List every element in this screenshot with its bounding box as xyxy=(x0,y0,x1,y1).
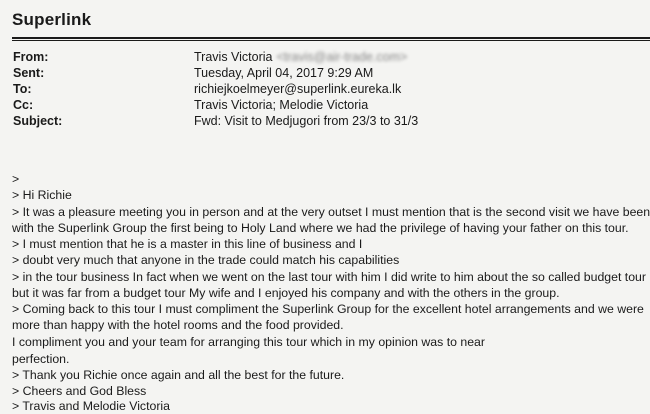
from-label: From: xyxy=(13,50,49,64)
body-line: perfection. xyxy=(12,352,70,366)
body-line: > I must mention that he is a master in this line of business and I xyxy=(12,237,363,251)
body-line: with the Superlink Group the first being to Holy Land where we had the privilege of having your father on this tour. xyxy=(12,221,629,235)
body-line: > xyxy=(12,172,20,186)
title-divider-thin xyxy=(12,40,650,41)
body-line: > Hi Richie xyxy=(12,188,72,202)
body-line: > doubt very much that anyone in the trade could match his capabilities xyxy=(12,253,400,267)
sent-label: Sent: xyxy=(13,66,45,80)
body-line: > Thank you Richie once again and all the best for the future. xyxy=(12,368,345,382)
from-value xyxy=(194,50,407,64)
body-line: > Cheers and God Bless xyxy=(12,384,147,398)
app-title: Superlink xyxy=(12,10,92,29)
cc-value: Travis Victoria; Melodie Victoria xyxy=(194,98,369,112)
body-line: more than happy with the hotel rooms and the food provided. xyxy=(12,318,344,332)
to-label: To: xyxy=(13,82,32,96)
to-value: richiejkoelmeyer@superlink.eureka.lk xyxy=(194,82,402,96)
subject-value: Fwd: Visit to Medjugori from 23/3 to 31/3 xyxy=(194,114,419,128)
body-line: > It was a pleasure meeting you in person and at the very outset I must mention that is the second visit we have been xyxy=(12,205,650,219)
cc-label: Cc: xyxy=(13,98,34,112)
body-line: > Travis and Melodie Victoria xyxy=(12,399,171,413)
body-line: > in the tour business In fact when we went on the last tour with him I did write to him about the so called budget tour xyxy=(12,270,646,284)
sent-value: Tuesday, April 04, 2017 9:29 AM xyxy=(194,66,374,80)
title-divider xyxy=(12,37,650,39)
body-line: > Coming back to this tour I must compliment the Superlink Group for the excellent hotel arrangements and we were xyxy=(12,302,644,316)
from-email-redacted: <travis@air-trade.com> xyxy=(276,50,408,64)
body-line: I compliment you and your team for arranging this tour which in my opinion was to near xyxy=(12,335,485,349)
body-line: but it was far from a budget tour My wife and I enjoyed his company and with the others in the group. xyxy=(12,286,560,300)
subject-label: Subject: xyxy=(13,114,63,128)
from-name: Travis Victoria xyxy=(194,50,273,64)
